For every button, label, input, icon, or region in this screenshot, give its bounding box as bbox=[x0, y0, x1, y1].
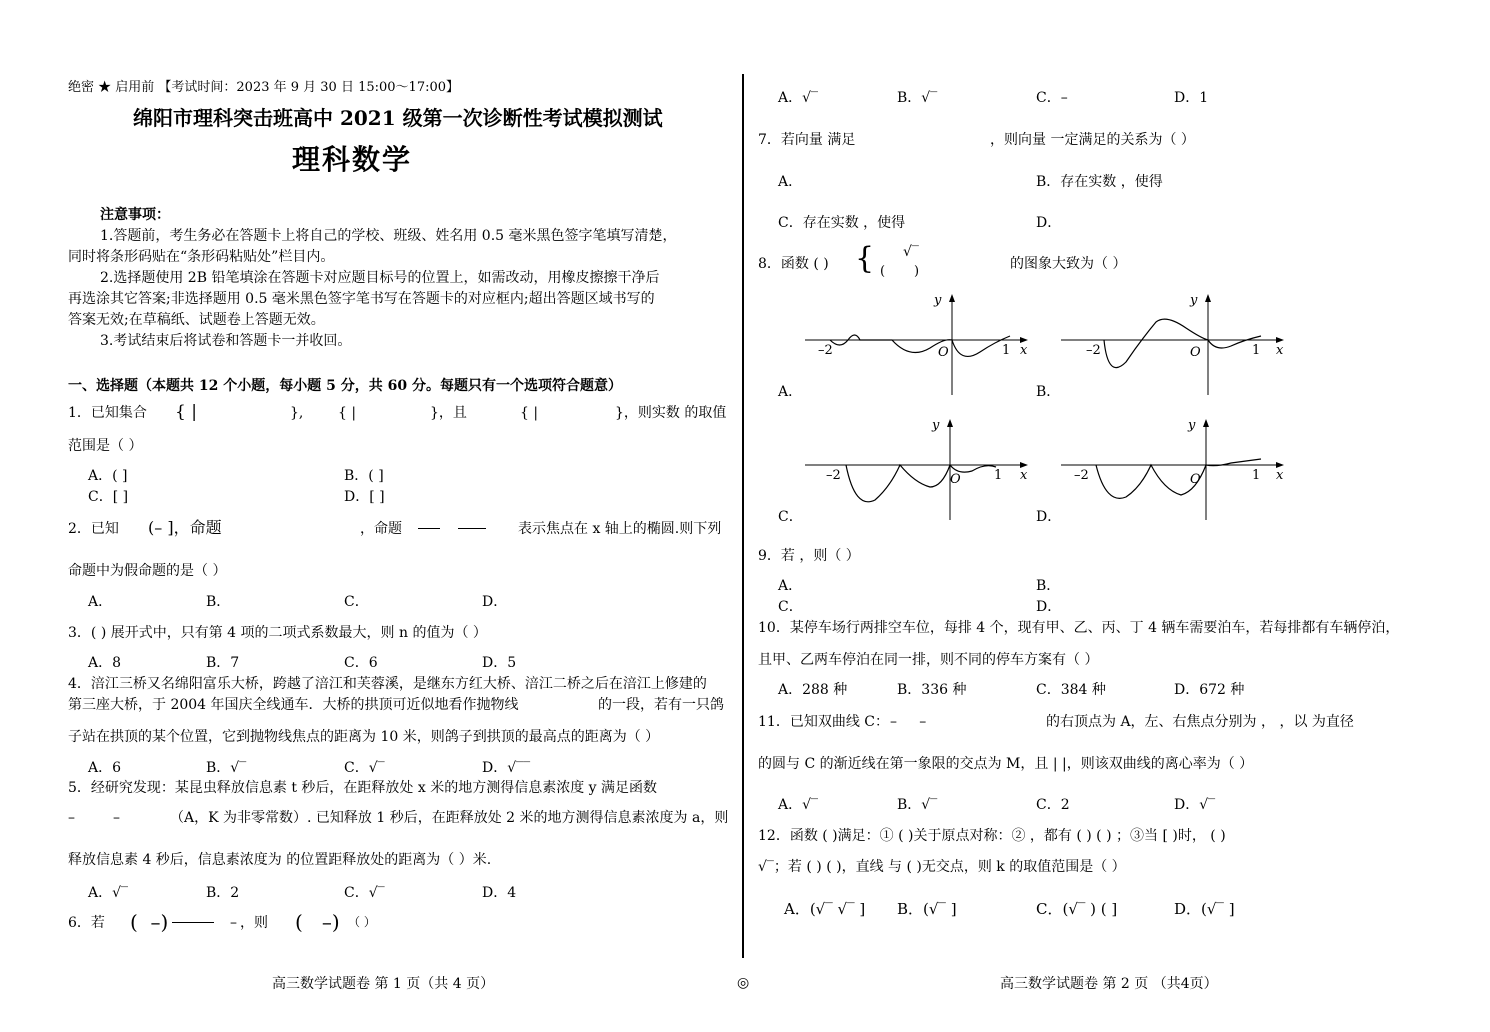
x-axis-label: x bbox=[1020, 343, 1028, 358]
q6-paren: ( –) bbox=[295, 910, 340, 934]
q4-option-d: D．√‾‾ bbox=[482, 760, 531, 776]
q1-stem-line2: 范围是（ ） bbox=[68, 438, 143, 454]
q4-stem-line2b: 的一段，若有一只鸽 bbox=[598, 697, 724, 713]
center-mark: ◎ bbox=[737, 975, 750, 991]
q8-brace: { bbox=[855, 241, 875, 276]
q9-option-c: C． bbox=[778, 599, 803, 615]
q10-option-d: D．672 种 bbox=[1174, 682, 1245, 698]
x-axis-label: x bbox=[1276, 468, 1284, 483]
q7-stem-end: ，则向量 一定满足的关系为（ ） bbox=[990, 132, 1195, 148]
q1-set-b-open: { | bbox=[338, 405, 357, 421]
q12-option-c: C．(√‾ ) ( ] bbox=[1036, 900, 1118, 918]
q6-option-a: A．√‾ bbox=[778, 90, 819, 106]
q1-set-a-open: { | bbox=[175, 402, 197, 422]
q6-answer-paren: （ ） bbox=[348, 915, 376, 929]
q2-option-d: D． bbox=[482, 594, 508, 610]
origin-label: O bbox=[1190, 345, 1201, 360]
notice-line: 答案无效;在草稿纸、试题卷上答题无效。 bbox=[68, 312, 325, 328]
notice-line: 2.选择题使用 2B 铅笔填涂在答题卡对应题目标号的位置上，如需改动，用橡皮擦擦干净后 bbox=[100, 270, 660, 286]
origin-label: O bbox=[950, 472, 961, 487]
q1-stem: 1．已知集合 bbox=[68, 405, 147, 421]
q5-stem-line3: 释放信息素 4 秒后，信息素浓度为 的位置距释放处的距离为（ ）米. bbox=[68, 852, 492, 868]
q3-option-d: D．5 bbox=[482, 655, 517, 671]
q2-option-a: A． bbox=[88, 594, 113, 610]
q9-option-d: D． bbox=[1036, 599, 1062, 615]
q5-stem-line2: （A，K 为非零常数）. 已知释放 1 秒后，在距释放处 2 米的地方测得信息素浓度为 a，则 bbox=[170, 810, 729, 826]
y-axis-label: y bbox=[1190, 293, 1198, 308]
q10-option-c: C．384 种 bbox=[1036, 682, 1106, 698]
q1-option-a: A．( ] bbox=[88, 468, 128, 484]
q2-option-c: C． bbox=[344, 594, 369, 610]
tick-label-1: 1 bbox=[1252, 343, 1261, 358]
q12-option-d: D．(√‾ ] bbox=[1174, 900, 1235, 918]
fraction-bar bbox=[172, 922, 214, 923]
notice-line: 3.考试结束后将试卷和答题卡一并收回。 bbox=[100, 333, 352, 349]
section-heading: 一、选择题（本题共 12 个小题，每小题 5 分，共 60 分。每题只有一个选项符合题意） bbox=[68, 378, 622, 394]
q10-option-a: A．288 种 bbox=[778, 682, 848, 698]
q3-option-a: A．8 bbox=[88, 655, 122, 671]
q6-option-c: C．– bbox=[1036, 90, 1068, 106]
q4-option-a: A．6 bbox=[88, 760, 122, 776]
q3-option-b: B．7 bbox=[206, 655, 240, 671]
q6-then: ，则 bbox=[240, 915, 268, 931]
q1-set-c-open: { | bbox=[520, 405, 539, 421]
q4-option-c: C．√‾ bbox=[344, 760, 385, 776]
q8-option-c: C． bbox=[778, 509, 803, 525]
q8-option-d: D． bbox=[1036, 509, 1062, 525]
q6-dash: – bbox=[230, 915, 237, 931]
origin-label: O bbox=[938, 345, 949, 360]
q3-stem: 3．( ) 展开式中，只有第 4 项的二项式系数最大，则 n 的值为（ ） bbox=[68, 625, 487, 641]
q6-stem: 6．若 bbox=[68, 915, 105, 931]
q10-option-b: B．336 种 bbox=[897, 682, 967, 698]
q1-set-b-close: }，且 bbox=[430, 405, 467, 421]
q2-stem-end: 表示焦点在 x 轴上的椭圆.则下列 bbox=[518, 521, 722, 537]
q2-stem-line2: 命题中为假命题的是（ ） bbox=[68, 563, 227, 579]
q2-stem: 2．已知 bbox=[68, 521, 119, 537]
q1-set-a-close: }, bbox=[290, 405, 304, 421]
q12-option-a: A．(√‾ √‾ ] bbox=[784, 900, 866, 918]
q7-option-c: C．存在实数 ，使得 bbox=[778, 215, 906, 231]
notice-line: 同时将条形码贴在“条形码粘贴处”栏目内。 bbox=[68, 249, 335, 265]
q7-option-b: B．存在实数 ，使得 bbox=[1036, 174, 1163, 190]
tick-label-neg2: –2 bbox=[1074, 468, 1089, 483]
graph-a bbox=[800, 290, 1035, 400]
q7-option-d: D． bbox=[1036, 215, 1062, 231]
q6-option-d: D．1 bbox=[1174, 90, 1209, 106]
q8-paren: ( ) bbox=[880, 264, 920, 279]
q11-option-b: B．√‾ bbox=[897, 797, 938, 813]
tick-label-1: 1 bbox=[1002, 343, 1011, 358]
q11-option-a: A．√‾ bbox=[778, 797, 819, 813]
q9-option-b: B． bbox=[1036, 578, 1061, 594]
q4-stem-line2a: 第三座大桥，于 2004 年国庆全线通车．大桥的拱顶可近似地看作抛物线 bbox=[68, 697, 519, 713]
notice-line: 再选涂其它答案;非选择题用 0.5 毫米黑色签字笔书写在答题卡的对应框内;超出答题区域书写的 bbox=[68, 291, 655, 307]
q1-option-b: B．( ] bbox=[344, 468, 384, 484]
q1-option-d: D．[ ] bbox=[344, 489, 385, 505]
q9-stem: 9．若 ，则（ ） bbox=[758, 548, 860, 564]
subject-title: 理科数学 bbox=[292, 143, 413, 176]
q2-option-b: B． bbox=[206, 594, 231, 610]
q5-stem-line1: 5．经研究发现：某昆虫释放信息素 t 秒后，在距释放处 x 米的地方测得信息素浓度 y 满足函数 bbox=[68, 780, 658, 796]
y-axis-label: y bbox=[1188, 418, 1196, 433]
q11-stem-line2: 的圆与 C 的渐近线在第一象限的交点为 M，且 | |，则该双曲线的离心率为（ ） bbox=[758, 756, 1254, 772]
q8-stem: 8．函数 ( ) bbox=[758, 256, 829, 272]
q5-dash: – bbox=[113, 810, 120, 826]
q1-stem-end: }，则实数 的取值 bbox=[615, 405, 727, 421]
q2-interval: (– ]，命题 bbox=[148, 518, 222, 537]
q12-option-b: B．(√‾ ] bbox=[897, 900, 957, 918]
q1-option-c: C．[ ] bbox=[88, 489, 129, 505]
q8-option-a: A． bbox=[778, 384, 803, 400]
tick-label-neg2: –2 bbox=[1086, 343, 1101, 358]
notice-title: 注意事项： bbox=[100, 207, 170, 223]
q5-option-b: B．2 bbox=[206, 885, 240, 901]
fraction-bar bbox=[458, 528, 486, 529]
tick-label-neg2: –2 bbox=[818, 343, 833, 358]
q7-option-a: A． bbox=[778, 174, 803, 190]
footer-page-1: 高三数学试题卷 第 1 页（共 4 页） bbox=[272, 976, 495, 992]
q12-stem-line1: 12．函数 ( )满足：① ( )关于原点对称：② ，都有 ( ) ( ) ；③当 [ )时， ( ) bbox=[758, 828, 1226, 844]
origin-label: O bbox=[1190, 472, 1201, 487]
q11-stem-end: 的右顶点为 A，左、右焦点分别为 ， ，以 为直径 bbox=[1046, 714, 1354, 730]
q3-option-c: C．6 bbox=[344, 655, 378, 671]
y-axis-label: y bbox=[934, 293, 942, 308]
column-divider bbox=[742, 74, 744, 958]
q4-stem-line3: 子站在拱顶的某个位置，它到抛物线焦点的距离为 10 米，则鸽子到拱顶的最高点的距离为（ ） bbox=[68, 729, 660, 745]
q8-stem-end: 的图象大致为（ ） bbox=[1010, 256, 1127, 272]
q11-option-c: C．2 bbox=[1036, 797, 1070, 813]
q11-stem: 11．已知双曲线 C： bbox=[758, 714, 889, 730]
q7-stem: 7．若向量 满足 bbox=[758, 132, 856, 148]
exam-title: 绵阳市理科突击班高中 2021 级第一次诊断性考试模拟测试 bbox=[133, 106, 663, 130]
q12-stem-line2: √‾；若 ( ) ( )，直线 与 ( )无交点，则 k 的取值范围是（ ） bbox=[758, 859, 1126, 875]
q11-dash: – – bbox=[890, 714, 927, 730]
footer-page-2: 高三数学试题卷 第 2 页 （共4页） bbox=[1000, 976, 1218, 992]
notice-line: 1.答题前，考生务必在答题卡上将自己的学校、班级、姓名用 0.5 毫米黑色签字笔填写清楚， bbox=[100, 228, 677, 244]
x-axis-label: x bbox=[1276, 343, 1284, 358]
graph-b bbox=[1056, 290, 1291, 400]
q5-option-c: C．√‾ bbox=[344, 885, 385, 901]
q4-stem-line1: 4．涪江三桥又名绵阳富乐大桥，跨越了涪江和芙蓉溪，是继东方红大桥、涪江二桥之后在涪江上修建的 bbox=[68, 676, 707, 692]
q5-dash: – bbox=[68, 810, 75, 826]
q11-option-d: D．√‾ bbox=[1174, 797, 1216, 813]
tick-label-1: 1 bbox=[1252, 468, 1261, 483]
q5-option-d: D．4 bbox=[482, 885, 517, 901]
x-axis-label: x bbox=[1020, 468, 1028, 483]
y-axis-label: y bbox=[932, 418, 940, 433]
tick-label-1: 1 bbox=[994, 468, 1003, 483]
q4-option-b: B．√‾ bbox=[206, 760, 247, 776]
q5-option-a: A．√‾ bbox=[88, 885, 129, 901]
tick-label-neg2: –2 bbox=[826, 468, 841, 483]
q10-stem-line1: 10．某停车场行两排空车位，每排 4 个，现有甲、乙、丙、丁 4 辆车需要泊车，若每排都有车辆停泊， bbox=[758, 620, 1400, 636]
fraction-bar bbox=[418, 528, 440, 529]
graph-d bbox=[1056, 415, 1291, 525]
q9-option-a: A． bbox=[778, 578, 803, 594]
q2-proposition-q: ，命题 bbox=[360, 521, 402, 537]
q6-paren: ( –) bbox=[130, 910, 169, 934]
confidential-header: 绝密 ★ 启用前 【考试时间：2023 年 9 月 30 日 15:00～17:00】 bbox=[68, 80, 460, 95]
q10-stem-line2: 且甲、乙两车停泊在同一排，则不同的停车方案有（ ） bbox=[758, 652, 1099, 668]
q6-option-b: B．√‾ bbox=[897, 90, 938, 106]
graph-c bbox=[800, 415, 1035, 525]
q8-sqrt: √‾ bbox=[903, 244, 919, 260]
q8-option-b: B． bbox=[1036, 384, 1061, 400]
